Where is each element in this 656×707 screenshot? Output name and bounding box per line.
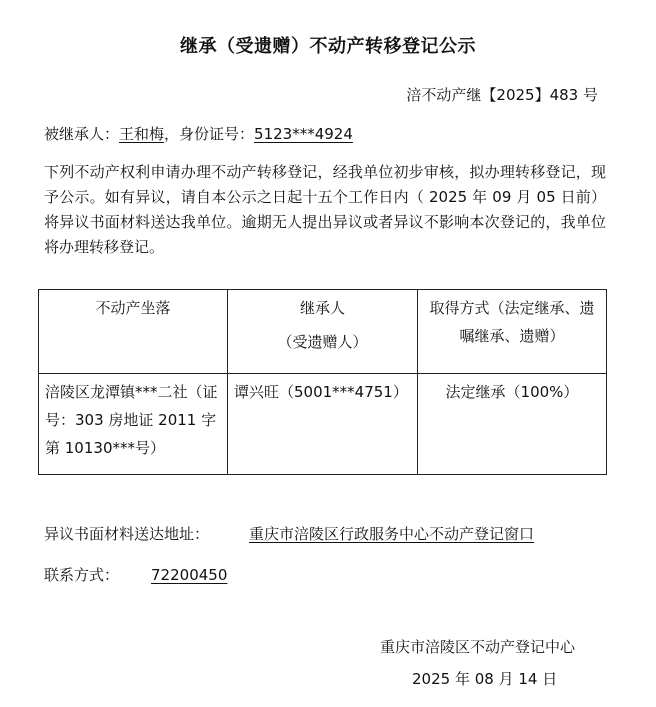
header-location: 不动产坐落	[39, 290, 228, 374]
deceased-label: 被继承人：	[44, 125, 120, 143]
issue-date: 2025 年 08 月 14 日	[412, 670, 558, 688]
issuer-name: 重庆市涪陵区不动产登记中心	[380, 638, 576, 656]
notice-body: 下列不动产权利申请办理不动产转移登记，经我单位初步审核，拟办理转移登记，现予公示。如有异议，请自本公示之日起十五个工作日内（ 2025 年 09 月 05 日前）将异议书面材料送达我单位。逾期无人提出异议或者异议不影响本次登记的，我单位将办理转移登记。	[44, 163, 606, 256]
cell-method: 法定继承（100%）	[418, 374, 607, 475]
table-header-row	[39, 290, 607, 374]
deceased-id-number: 5123***4924	[254, 125, 353, 143]
contact-value: 72200450	[151, 566, 228, 584]
header-heir-line2: （受遗赠人）	[277, 333, 368, 351]
property-table	[38, 289, 607, 475]
objection-address	[44, 523, 534, 544]
contact-info	[44, 564, 227, 585]
deceased-id-label: ，身份证号：	[164, 125, 255, 143]
document-number: 涪不动产继【2025】483 号	[406, 86, 598, 104]
page-title: 继承（受遗赠）不动产转移登记公示	[180, 36, 476, 57]
header-method: 取得方式（法定继承、遗嘱继承、遗赠）	[418, 290, 607, 374]
cell-heir: 谭兴旺（5001***4751）	[228, 374, 418, 475]
table-row	[39, 374, 607, 475]
cell-location: 涪陵区龙潭镇***二社（证号：303 房地证 2011 字第 10130***号）	[39, 374, 228, 475]
header-heir-line1: 继承人	[299, 299, 345, 317]
objection-address-value: 重庆市涪陵区行政服务中心不动产登记窗口	[249, 525, 535, 543]
contact-label: 联系方式：	[44, 566, 120, 584]
deceased-info	[44, 123, 353, 144]
header-heir	[228, 290, 418, 374]
deceased-name: 王和梅	[119, 125, 165, 143]
objection-address-label: 异议书面材料送达地址：	[44, 525, 210, 543]
